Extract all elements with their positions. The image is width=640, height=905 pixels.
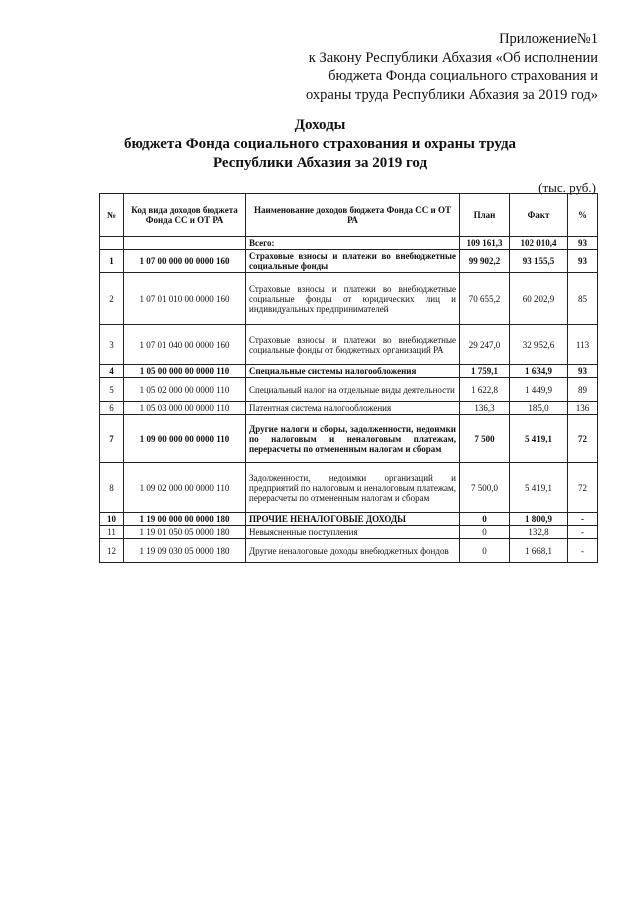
row-fact: 93 155,5 <box>510 250 568 273</box>
row-plan: 0 <box>460 513 510 526</box>
total-label: Всего: <box>246 237 460 250</box>
table-row <box>100 539 598 563</box>
total-empty-no <box>100 237 124 250</box>
row-no: 3 <box>100 325 124 365</box>
row-no: 8 <box>100 463 124 513</box>
appendix-line: бюджета Фонда социального страхования и <box>328 68 598 84</box>
row-fact: 1 449,9 <box>510 378 568 402</box>
row-fact: 5 419,1 <box>510 415 568 463</box>
row-code: 1 09 00 000 00 0000 110 <box>124 415 246 463</box>
table-row <box>100 415 598 463</box>
row-plan: 0 <box>460 526 510 539</box>
row-code: 1 09 02 000 00 0000 110 <box>124 463 246 513</box>
row-pct: 113 <box>568 325 598 365</box>
row-no: 2 <box>100 273 124 325</box>
table-header-row <box>100 194 598 237</box>
row-code: 1 05 00 000 00 0000 110 <box>124 365 246 378</box>
row-name: Специальные системы налогообложения <box>246 365 460 378</box>
row-fact: 132,8 <box>510 526 568 539</box>
total-fact: 102 010,4 <box>510 237 568 250</box>
header-name: Наименование доходов бюджета Фонда СС и ОТ РА <box>246 194 460 237</box>
row-no: 6 <box>100 402 124 415</box>
table-row <box>100 365 598 378</box>
row-pct: 72 <box>568 463 598 513</box>
header-pct: % <box>568 194 598 237</box>
header-fact: Факт <box>510 194 568 237</box>
table-row <box>100 325 598 365</box>
appendix-line: к Закону Республики Абхазия «Об исполнении <box>308 49 598 66</box>
header-plan: План <box>460 194 510 237</box>
row-fact: 1 800,9 <box>510 513 568 526</box>
row-pct: - <box>568 539 598 563</box>
row-plan: 1 759,1 <box>460 365 510 378</box>
total-plan: 109 161,3 <box>460 237 510 250</box>
appendix-note <box>238 30 598 104</box>
revenue-table <box>99 193 598 563</box>
row-name: Другие неналоговые доходы внебюджетных фондов <box>246 539 460 563</box>
row-pct: 89 <box>568 378 598 402</box>
document-title <box>100 116 540 173</box>
row-code: 1 19 01 050 05 0000 180 <box>124 526 246 539</box>
row-name: Невыясненные поступления <box>246 526 460 539</box>
row-plan: 1 622,8 <box>460 378 510 402</box>
header-no: № <box>100 194 124 237</box>
total-row <box>100 237 598 250</box>
row-fact: 1 668,1 <box>510 539 568 563</box>
row-name: ПРОЧИЕ НЕНАЛОГОВЫЕ ДОХОДЫ <box>246 513 460 526</box>
row-plan: 7 500,0 <box>460 463 510 513</box>
row-name: Специальный налог на отдельные виды деятельности <box>246 378 460 402</box>
row-plan: 29 247,0 <box>460 325 510 365</box>
row-fact: 5 419,1 <box>510 463 568 513</box>
table-row <box>100 273 598 325</box>
title-line: Республики Абхазия за 2019 год <box>212 155 428 171</box>
row-plan: 0 <box>460 539 510 563</box>
table-row <box>100 378 598 402</box>
appendix-line: охраны труда Республики Абхазия за 2019 год» <box>306 86 598 103</box>
row-plan: 136,3 <box>460 402 510 415</box>
table-row <box>100 463 598 513</box>
row-code: 1 05 03 000 00 0000 110 <box>124 402 246 415</box>
row-name: Другие налоги и сборы, задолженности, недоимки по налоговым и неналоговым платежам, перерасчеты по отмененным налогам и сборам <box>246 415 460 463</box>
row-fact: 60 202,9 <box>510 273 568 325</box>
row-pct: 93 <box>568 365 598 378</box>
row-code: 1 07 01 010 00 0000 160 <box>124 273 246 325</box>
row-no: 5 <box>100 378 124 402</box>
row-name: Страховые взносы и платежи во внебюджетные социальные фонды от юридических лиц и индивидуальных предпринимателей <box>246 273 460 325</box>
row-code: 1 07 00 000 00 0000 160 <box>124 250 246 273</box>
row-name: Страховые взносы и платежи во внебюджетные социальные фонды от бюджетных организаций РА <box>246 325 460 365</box>
row-code: 1 07 01 040 00 0000 160 <box>124 325 246 365</box>
unit-label: (тыс. руб.) <box>538 180 596 195</box>
row-fact: 32 952,6 <box>510 325 568 365</box>
row-no: 10 <box>100 513 124 526</box>
row-no: 11 <box>100 526 124 539</box>
row-fact: 1 634,9 <box>510 365 568 378</box>
row-no: 7 <box>100 415 124 463</box>
title-line: бюджета Фонда социального страхования и охраны труда <box>123 136 517 152</box>
row-pct: - <box>568 526 598 539</box>
row-pct: - <box>568 513 598 526</box>
total-pct: 93 <box>568 237 598 250</box>
row-pct: 72 <box>568 415 598 463</box>
row-code: 1 19 00 000 00 0000 180 <box>124 513 246 526</box>
row-pct: 93 <box>568 250 598 273</box>
table-row <box>100 526 598 539</box>
row-pct: 85 <box>568 273 598 325</box>
table-row <box>100 513 598 526</box>
appendix-line: Приложение№1 <box>499 31 598 47</box>
row-no: 12 <box>100 539 124 563</box>
table-row <box>100 250 598 273</box>
row-code: 1 05 02 000 00 0000 110 <box>124 378 246 402</box>
row-name: Страховые взносы и платежи во внебюджетные социальные фонды <box>246 250 460 273</box>
title-line: Доходы <box>294 117 346 133</box>
row-plan: 70 655,2 <box>460 273 510 325</box>
row-plan: 7 500 <box>460 415 510 463</box>
row-fact: 185,0 <box>510 402 568 415</box>
row-plan: 99 902,2 <box>460 250 510 273</box>
row-code: 1 19 09 030 05 0000 180 <box>124 539 246 563</box>
row-name: Патентная система налогообложения <box>246 402 460 415</box>
row-no: 1 <box>100 250 124 273</box>
row-no: 4 <box>100 365 124 378</box>
row-pct: 136 <box>568 402 598 415</box>
total-empty-code <box>124 237 246 250</box>
row-name: Задолженности, недоимки организаций и предприятий по налоговым и неналоговым платежам, перерасчеты по отмененным налогам и сборам <box>246 463 460 513</box>
header-code: Код вида доходов бюджета Фонда СС и ОТ РА <box>124 194 246 237</box>
table-row <box>100 402 598 415</box>
